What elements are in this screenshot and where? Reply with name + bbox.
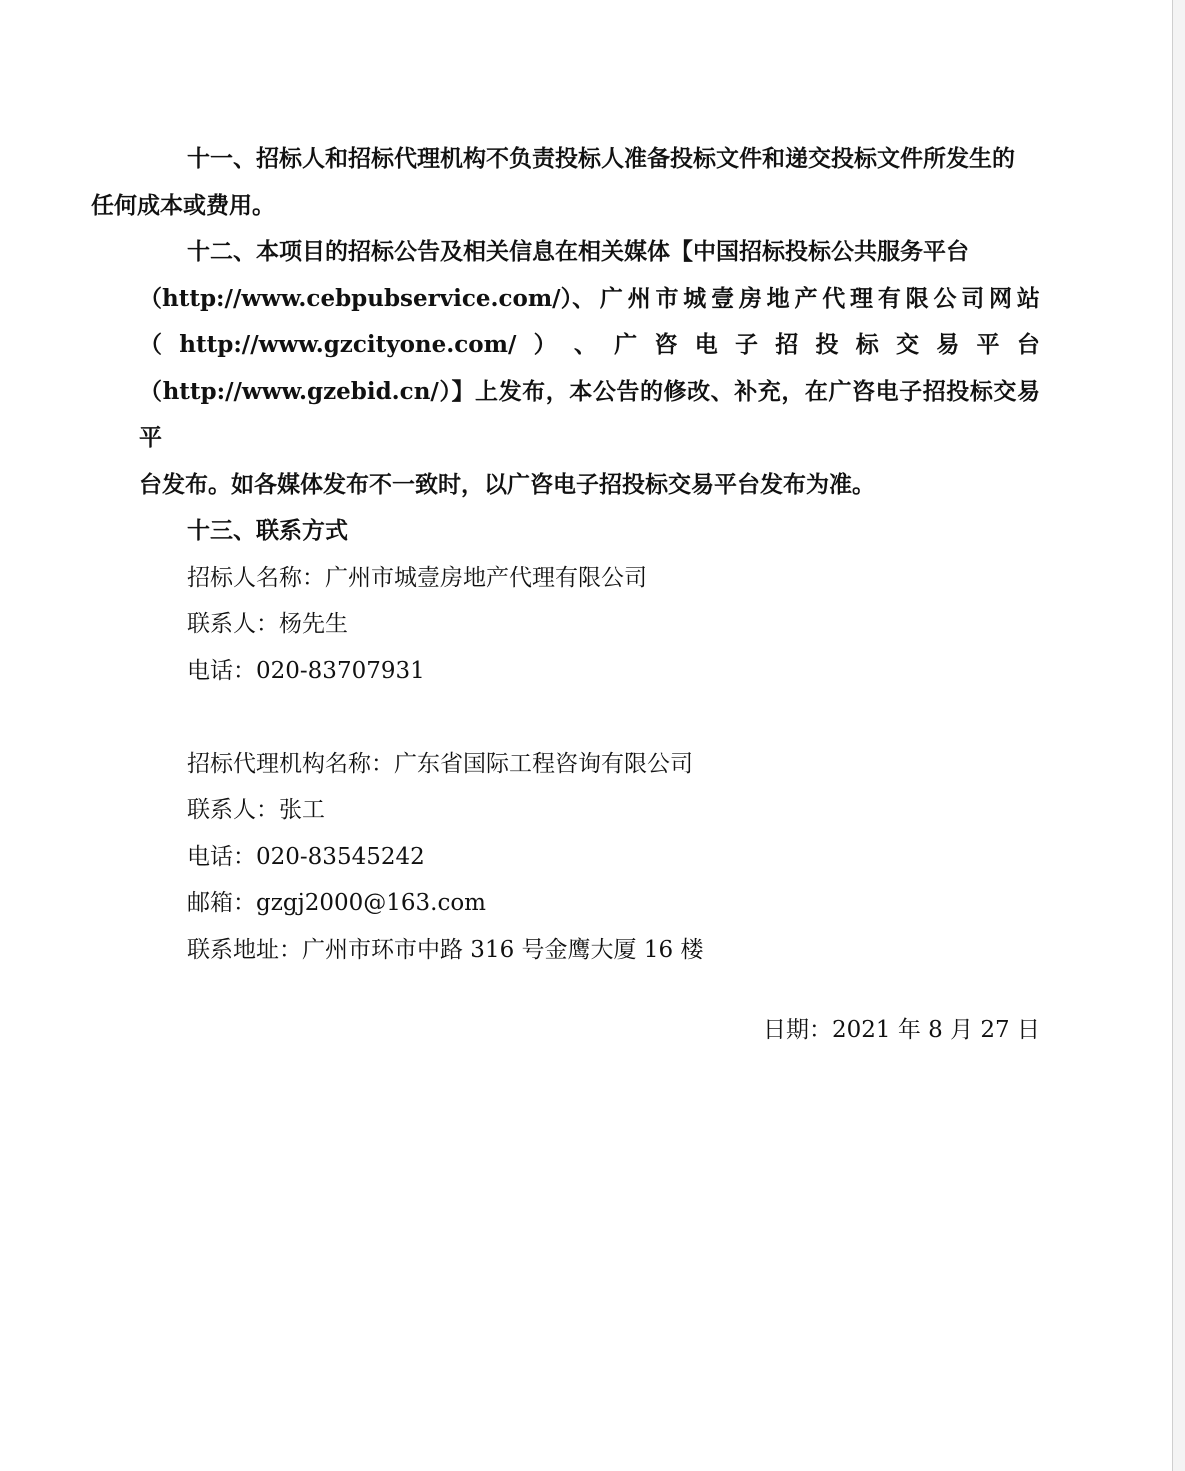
justified-char: 平 bbox=[976, 331, 1000, 358]
justified-char: 理 bbox=[850, 284, 874, 312]
justified-char: 广 bbox=[599, 284, 623, 312]
section-12-line-4-text: （http://www.gzebid.cn/）】上发布，本公告的修改、补充，在广咨电子招投标交易平 bbox=[139, 377, 1040, 451]
section-11-paragraph bbox=[91, 136, 1040, 229]
tenderer-phone: 电话：020-83707931 bbox=[187, 657, 425, 684]
justified-char: 、 bbox=[573, 331, 597, 358]
justified-char: 有 bbox=[877, 284, 901, 312]
document-date: 日期：2021 年 8 月 27 日 bbox=[763, 1017, 1040, 1043]
agency-email: 邮箱：gzgj2000@163.com bbox=[187, 890, 486, 916]
justified-char: 广 bbox=[614, 331, 638, 358]
justified-char: 网 bbox=[989, 284, 1013, 312]
justified-char: 州 bbox=[627, 284, 651, 312]
justified-char: 投 bbox=[815, 331, 839, 358]
section-12-line-1 bbox=[139, 229, 1040, 276]
justified-char: 房 bbox=[738, 284, 762, 312]
url-gzcityone: http://www.gzcityone.com/ bbox=[179, 331, 517, 358]
agency-name: 招标代理机构名称：广东省国际工程咨询有限公司 bbox=[187, 750, 693, 777]
section-12-line-3 bbox=[139, 322, 1040, 369]
viewer-gutter bbox=[1173, 0, 1185, 1471]
document-body bbox=[91, 136, 1040, 1054]
justified-char: 地 bbox=[766, 284, 790, 312]
section-12-line-5 bbox=[139, 462, 1040, 509]
justified-char: 站 bbox=[1016, 284, 1040, 312]
justified-char: 城 bbox=[683, 284, 707, 312]
justified-char: （ bbox=[139, 331, 162, 358]
justified-char: ） bbox=[533, 331, 557, 358]
section-11-line-2: 任何成本或费用。 bbox=[91, 191, 275, 219]
agency-address: 联系地址：广州市环市中路 316 号金鹰大厦 16 楼 bbox=[187, 936, 704, 963]
justified-char: 代 bbox=[822, 284, 846, 312]
section-12-line-2 bbox=[139, 276, 1040, 323]
justified-char: 限 bbox=[905, 284, 929, 312]
justified-char: 台 bbox=[1016, 331, 1040, 358]
justified-char: 招 bbox=[775, 331, 799, 358]
agency-contact: 联系人：张工 bbox=[187, 797, 325, 823]
justified-char: 市 bbox=[655, 284, 679, 312]
tenderer-name: 招标人名称：广州市城壹房地产代理有限公司 bbox=[187, 564, 647, 591]
section-12-line-1-text: 十二、本项目的招标公告及相关信息在相关媒体【中国招标投标公共服务平台 bbox=[187, 238, 969, 265]
justified-char: 咨 bbox=[654, 331, 678, 358]
justified-char: 子 bbox=[734, 331, 758, 358]
url-cebpubservice: （http://www.cebpubservice.com/）、 bbox=[139, 284, 596, 312]
justified-char: 壹 bbox=[711, 284, 735, 312]
justified-char: 标 bbox=[855, 331, 879, 358]
agency-phone: 电话：020-83545242 bbox=[187, 843, 425, 870]
section-13-heading: 十三、联系方式 bbox=[187, 517, 348, 544]
justified-char: 电 bbox=[694, 331, 718, 358]
section-12-line-5-text: 台发布。如各媒体发布不一致时，以广咨电子招投标交易平台发布为准。 bbox=[139, 470, 875, 498]
justified-char: 交 bbox=[896, 331, 920, 358]
justified-char: 公 bbox=[933, 284, 957, 312]
justified-char: 司 bbox=[961, 284, 985, 312]
section-12-line-4 bbox=[139, 369, 1040, 462]
tenderer-contact: 联系人：杨先生 bbox=[187, 611, 348, 637]
justified-char: 易 bbox=[936, 331, 960, 358]
section-11-line-1: 十一、招标人和招标代理机构不负责投标人准备投标文件和递交投标文件所发生的 bbox=[187, 145, 1015, 172]
justified-char: 产 bbox=[794, 284, 818, 312]
spacer bbox=[139, 694, 1040, 741]
